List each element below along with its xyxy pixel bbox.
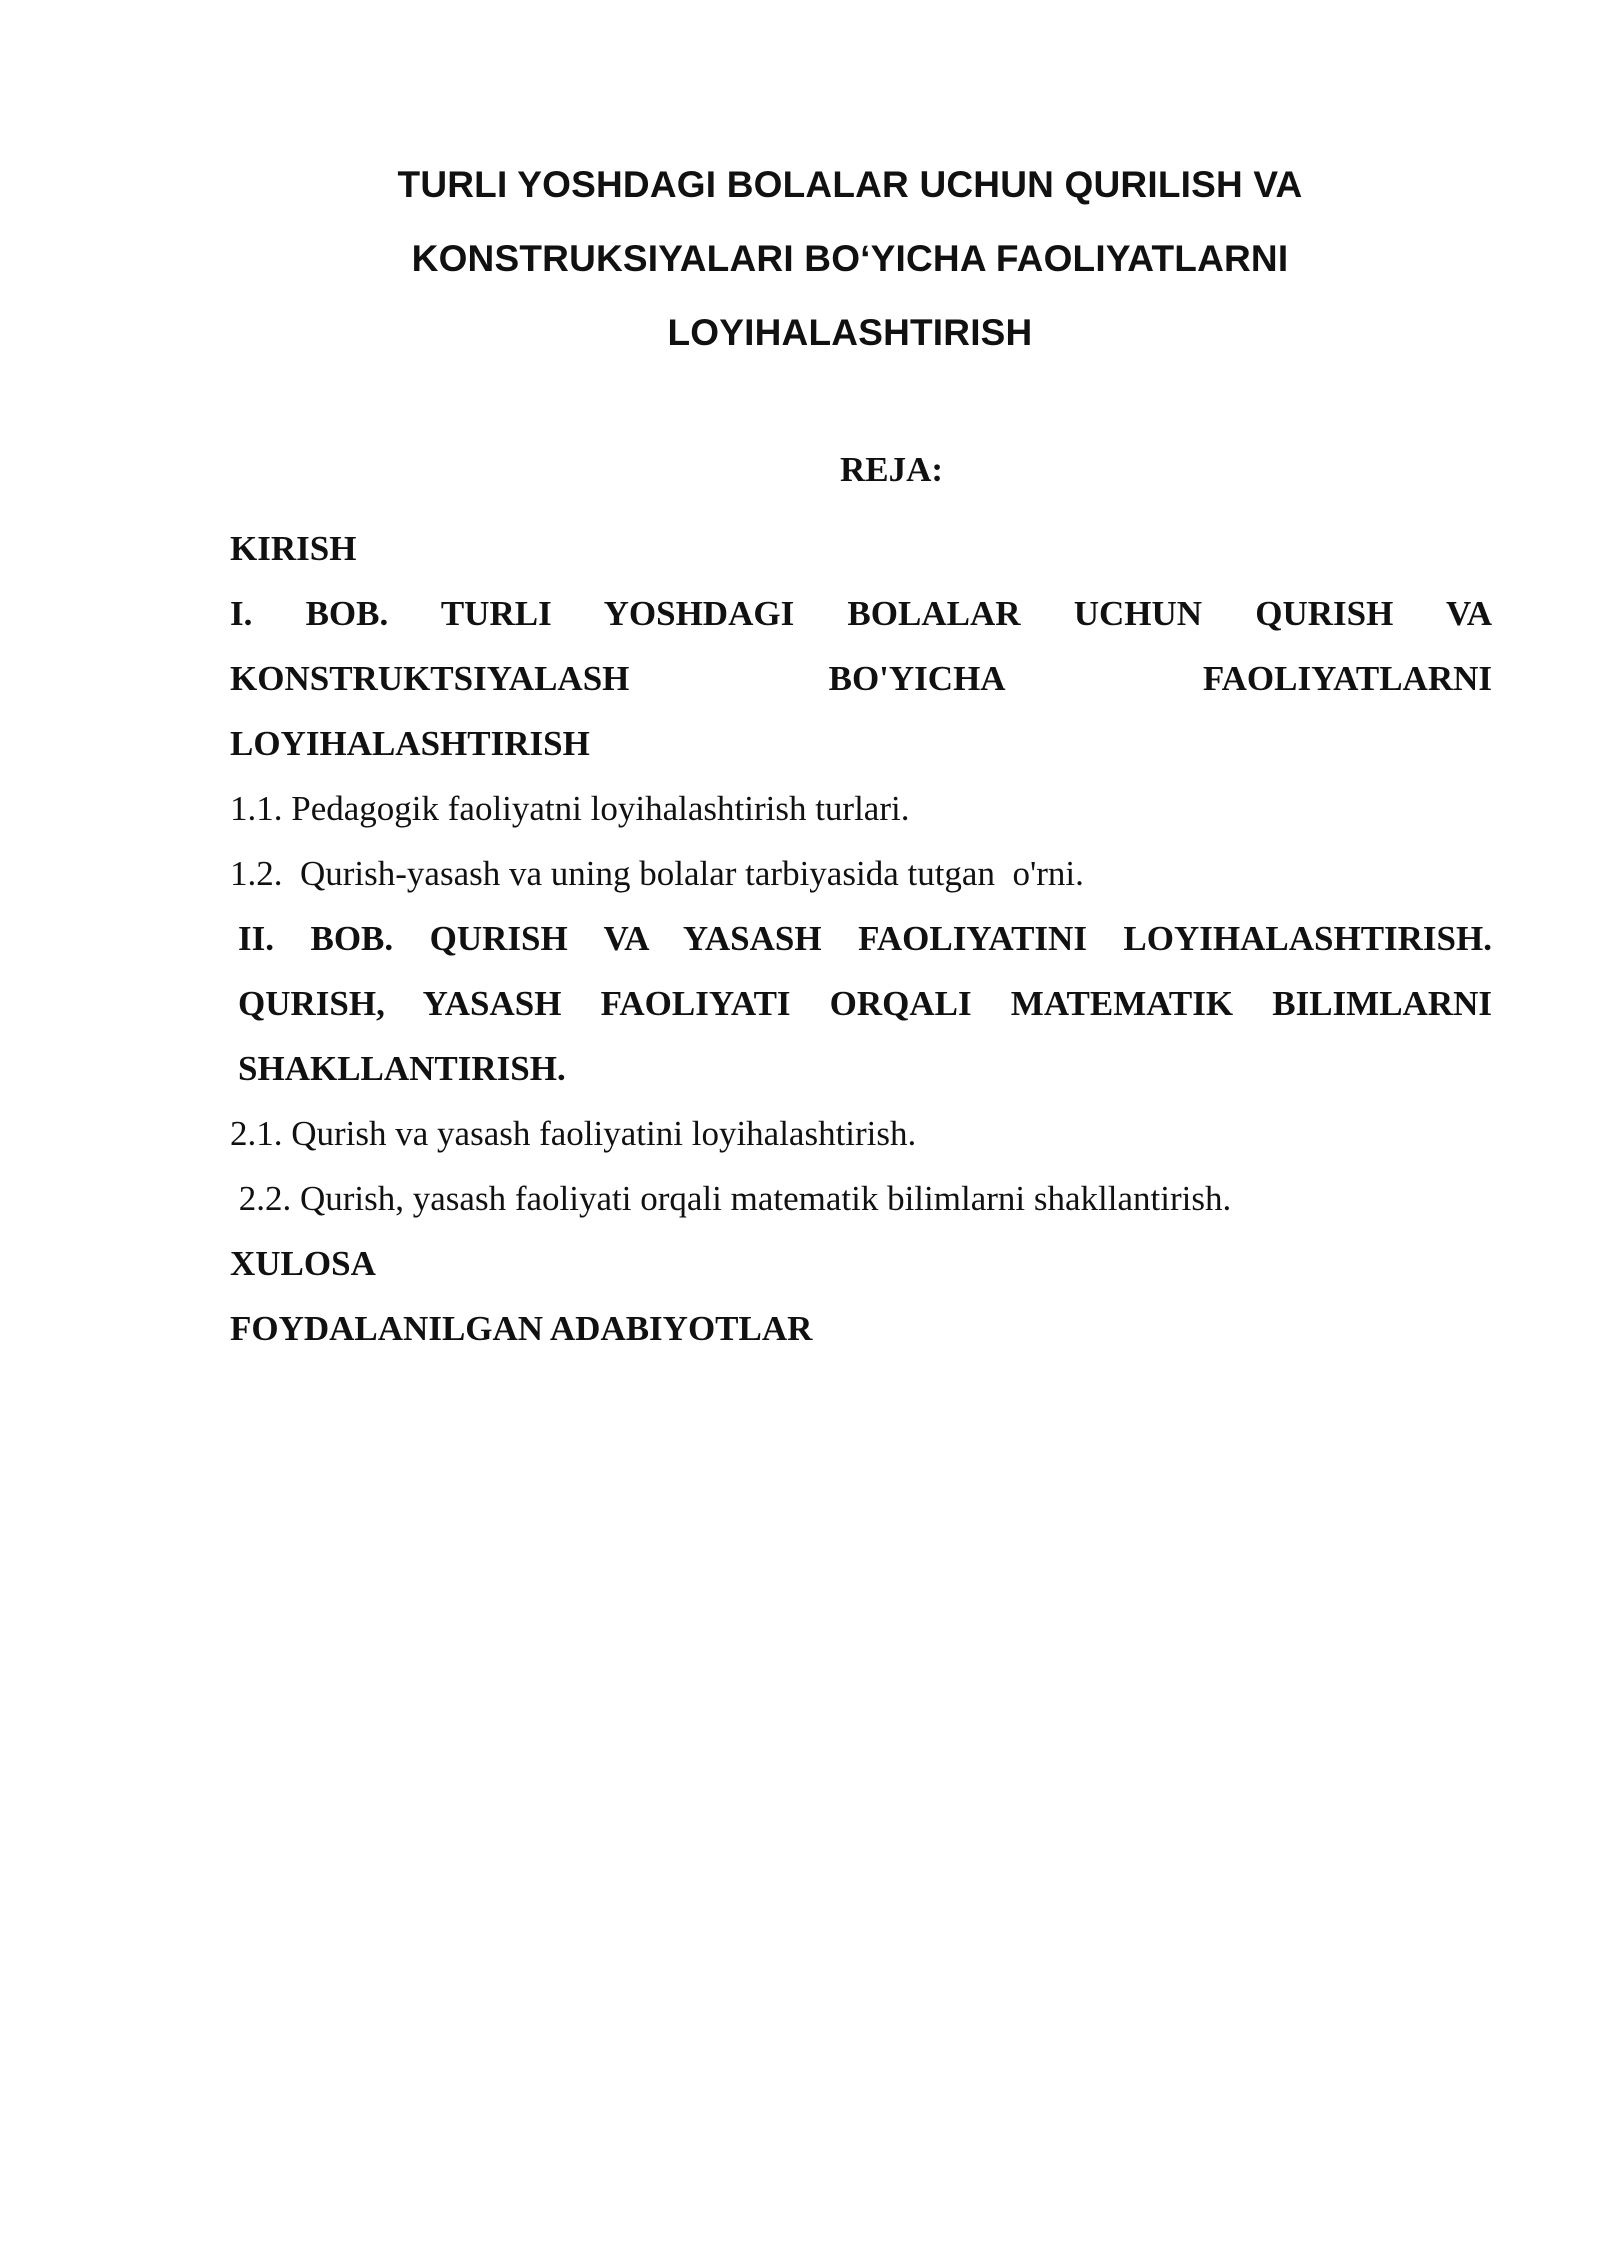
title-line-3: LOYIHALASHTIRISH [667, 312, 1033, 353]
title-line-2: KONSTRUKSIYALARI BO‘YICHA FAOLIYATLARNI [411, 238, 1289, 279]
toc-section-2-2: 2.2. Qurish, yasash faoliyati orqali matematik bilimlarni shakllantirish. [230, 1179, 1232, 1218]
chapter-2-line-3: SHAKLLANTIRISH. [238, 1049, 566, 1088]
document-title [300, 148, 1400, 370]
toc-references: FOYDALANILGAN ADABIYOTLAR [230, 1309, 813, 1348]
toc-section-2-1: 2.1. Qurish va yasash faoliyatini loyihalashtirish. [230, 1114, 917, 1153]
title-line-1: TURLI YOSHDAGI BOLALAR UCHUN QURILISH VA [397, 164, 1303, 205]
table-of-contents [230, 516, 1492, 1361]
chapter-1-line-3: LOYIHALASHTIRISH [230, 724, 590, 763]
toc-conclusion: XULOSA [230, 1244, 376, 1283]
toc-section-1-1: 1.1. Pedagogik faoliyatni loyihalashtirish turlari. [230, 789, 910, 828]
chapter-1-line-1: I. BOB. TURLI YOSHDAGI BOLALAR UCHUN QURISH VA [230, 594, 1492, 633]
chapter-2-line-2: QURISH, YASASH FAOLIYATI ORQALI MATEMATIK BILIMLARNI [238, 984, 1492, 1023]
toc-chapter-1 [230, 581, 1492, 776]
chapter-2-line-1: II. BOB. QURISH VA YASASH FAOLIYATINI LOYIHALASHTIRISH. [238, 919, 1492, 958]
toc-section-1-2: 1.2. Qurish-yasash va uning bolalar tarbiyasida tutgan o'rni. [230, 854, 1084, 893]
toc-chapter-2 [230, 906, 1492, 1101]
chapter-1-line-2: KONSTRUKTSIYALASH BO'YICHA FAOLIYATLARNI [230, 659, 1492, 698]
plan-heading: REJA: [840, 450, 944, 489]
toc-intro: KIRISH [230, 529, 357, 568]
